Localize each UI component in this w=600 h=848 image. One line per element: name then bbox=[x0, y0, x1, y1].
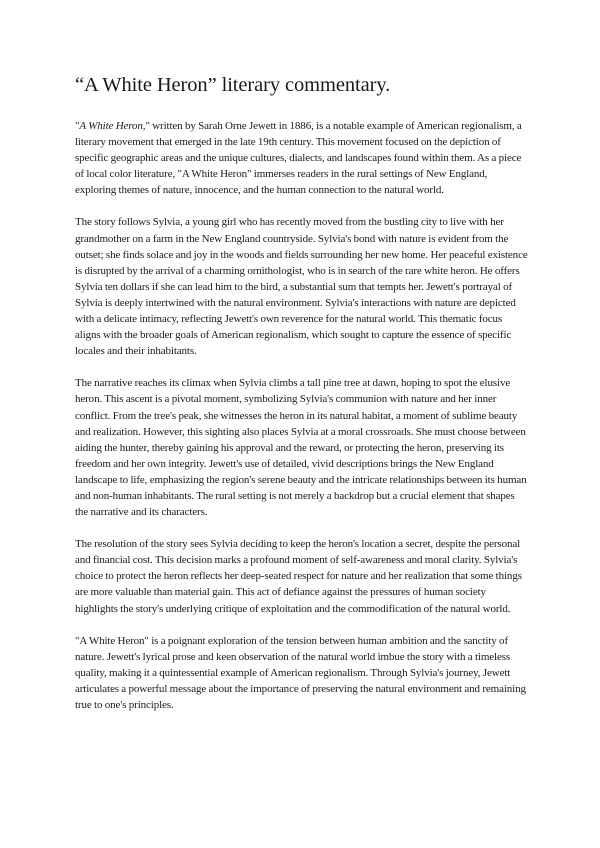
paragraph-climax: The narrative reaches its climax when Sylvia climbs a tall pine tree at dawn, hoping to spot the elusive heron. This ascent is a pivotal moment, symbolizing Sylvia's communion with nature and her inner conflict. From the tree's peak, she witnesses the heron in its natural habitat, a moment of sublime beauty and realization. However, this sighting also places Sylvia at a moral crossroads. She must choose between aiding the hunter, thereby gaining his approval and the reward, or protecting the heron, preserving its freedom and her own integrity. Jewett's use of detailed, vivid descriptions brings the New England landscape to life, emphasizing the region's serene beauty and the intricate relationships between its human and non-human inhabitants. The rural setting is not merely a backdrop but a crucial element that shapes the narrative and its characters. bbox=[75, 377, 527, 519]
paragraph-resolution: The resolution of the story sees Sylvia deciding to keep the heron's location a secret, despite the personal and financial cost. This decision marks a profound moment of self-awareness and moral clarity. Sylvia's choice to protect the heron reflects her deep-seated respect for nature and her realization that some things are more valuable than material gain. This act of defiance against the pressures of human society highlights the story's underlying critique of exploitation and the commodification of the natural world. bbox=[75, 538, 522, 615]
document-title: “A White Heron” literary commentary. bbox=[75, 74, 391, 96]
paragraph-plot: The story follows Sylvia, a young girl who has recently moved from the bustling city to live with her grandmother on a farm in the New England countryside. Sylvia's bond with nature is evident from the outset; she finds solace and joy in the woods and fields surrounding her new home. Her peaceful existence is disrupted by the arrival of a charming ornithologist, who is in search of the rare white heron. He offers Sylvia ten dollars if she can lead him to the bird, a substantial sum that tempts her. Jewett's portrayal of Sylvia is deeply intertwined with the natural environment. Sylvia's interactions with nature are depicted with a delicate intimacy, reflecting Jewett's own reverence for the natural world. This thematic focus aligns with the broader goals of American regionalism, which sought to capture the essence of specific locales and their inhabitants. bbox=[75, 216, 528, 358]
paragraph-intro bbox=[75, 118, 530, 198]
intro-text: " written by Sarah Orne Jewett in 1886, is a notable example of American regionalism, a literary movement that emerged in the late 19th century. This movement focused on the depiction of specific geographic areas and the unique cultures, dialects, and landscapes found within them. As a piece of local color literature, "A White Heron" immerses readers in the rural settings of New England, exploring themes of nature, innocence, and the human connection to the natural world. bbox=[75, 120, 522, 197]
open-quote: " bbox=[75, 120, 80, 132]
paragraph-conclusion: "A White Heron" is a poignant exploration of the tension between human ambition and the sanctity of nature. Jewett's lyrical prose and keen observation of the natural world imbue the story with a timeless quality, making it a quintessential example of American regionalism. Through Sylvia's journey, Jewett articulates a powerful message about the importance of preserving the natural environment and remaining true to one's principles. bbox=[75, 634, 526, 711]
work-title: A White Heron, bbox=[79, 120, 146, 132]
document-page bbox=[75, 72, 530, 729]
